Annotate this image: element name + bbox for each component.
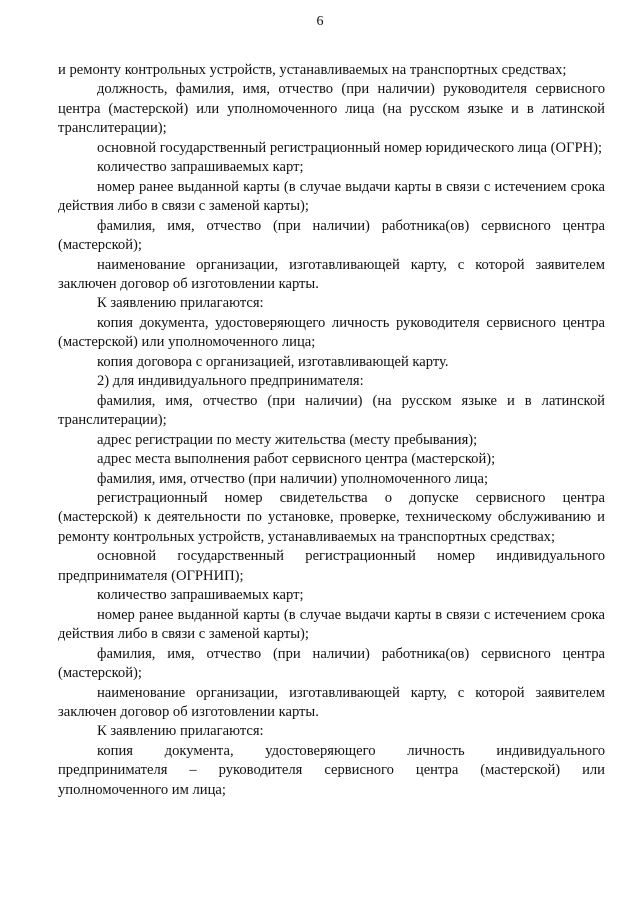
paragraph: 2) для индивидуального предпринимателя: (97, 373, 364, 390)
paragraph: и ремонту контрольных устройств, устанавливаемых на транспортных средствах; (58, 62, 567, 78)
paragraph: копия договора с организацией, изготавливающей карту. (97, 353, 449, 370)
paragraph: копия документа, удостоверяющего личность индивидуального предпринимателя – руководителя сервисного центра (мастерской) или уполномоченного им лица; (58, 742, 605, 798)
paragraph: должность, фамилия, имя, отчество (при наличии) руководителя сервисного центра (мастерской) или уполномоченного лица (на русском языке и в латинской транслитерации); (58, 81, 605, 137)
paragraph: количество запрашиваемых карт; (97, 587, 304, 604)
paragraph: фамилия, имя, отчество (при наличии) уполномоченного лица; (97, 470, 489, 487)
paragraph: фамилия, имя, отчество (при наличии) (на русском языке и в латинской транслитерации); (58, 392, 605, 429)
paragraph: К заявлению прилагаются: (97, 295, 264, 312)
paragraph: основной государственный регистрационный номер индивидуального предпринимателя (ОГРНИП); (58, 548, 605, 584)
paragraph: копия документа, удостоверяющего личность руководителя сервисного центра (мастерской) или уполномоченного лица; (58, 314, 605, 351)
paragraph: количество запрашиваемых карт; (97, 159, 304, 176)
document-body (58, 61, 605, 800)
paragraph: номер ранее выданной карты (в случае выдачи карты в связи с истечением срока действия либо в связи с заменой карты); (58, 606, 605, 643)
paragraph: фамилия, имя, отчество (при наличии) работника(ов) сервисного центра (мастерской); (58, 645, 605, 682)
paragraph: фамилия, имя, отчество (при наличии) работника(ов) сервисного центра (мастерской); (58, 217, 605, 254)
paragraph: регистрационный номер свидетельства о допуске сервисного центра (мастерской) к деятельности по установке, проверке, техническому обслуживанию и ремонту контрольных устройств, устанавливаемых на транспортных средствах; (58, 489, 605, 545)
paragraph: адрес регистрации по месту жительства (месту пребывания); (97, 431, 478, 448)
paragraph: номер ранее выданной карты (в случае выдачи карты в связи с истечением срока действия либо в связи с заменой карты); (58, 178, 605, 215)
paragraph: адрес места выполнения работ сервисного центра (мастерской); (97, 451, 496, 468)
paragraph: основной государственный регистрационный номер юридического лица (ОГРН); (97, 139, 603, 156)
paragraph: К заявлению прилагаются: (97, 723, 264, 740)
paragraph: наименование организации, изготавливающей карту, с которой заявителем заключен договор об изготовлении карты. (58, 256, 605, 292)
page-number: 6 (316, 14, 324, 29)
paragraph: наименование организации, изготавливающей карту, с которой заявителем заключен договор об изготовлении карты. (58, 684, 605, 720)
